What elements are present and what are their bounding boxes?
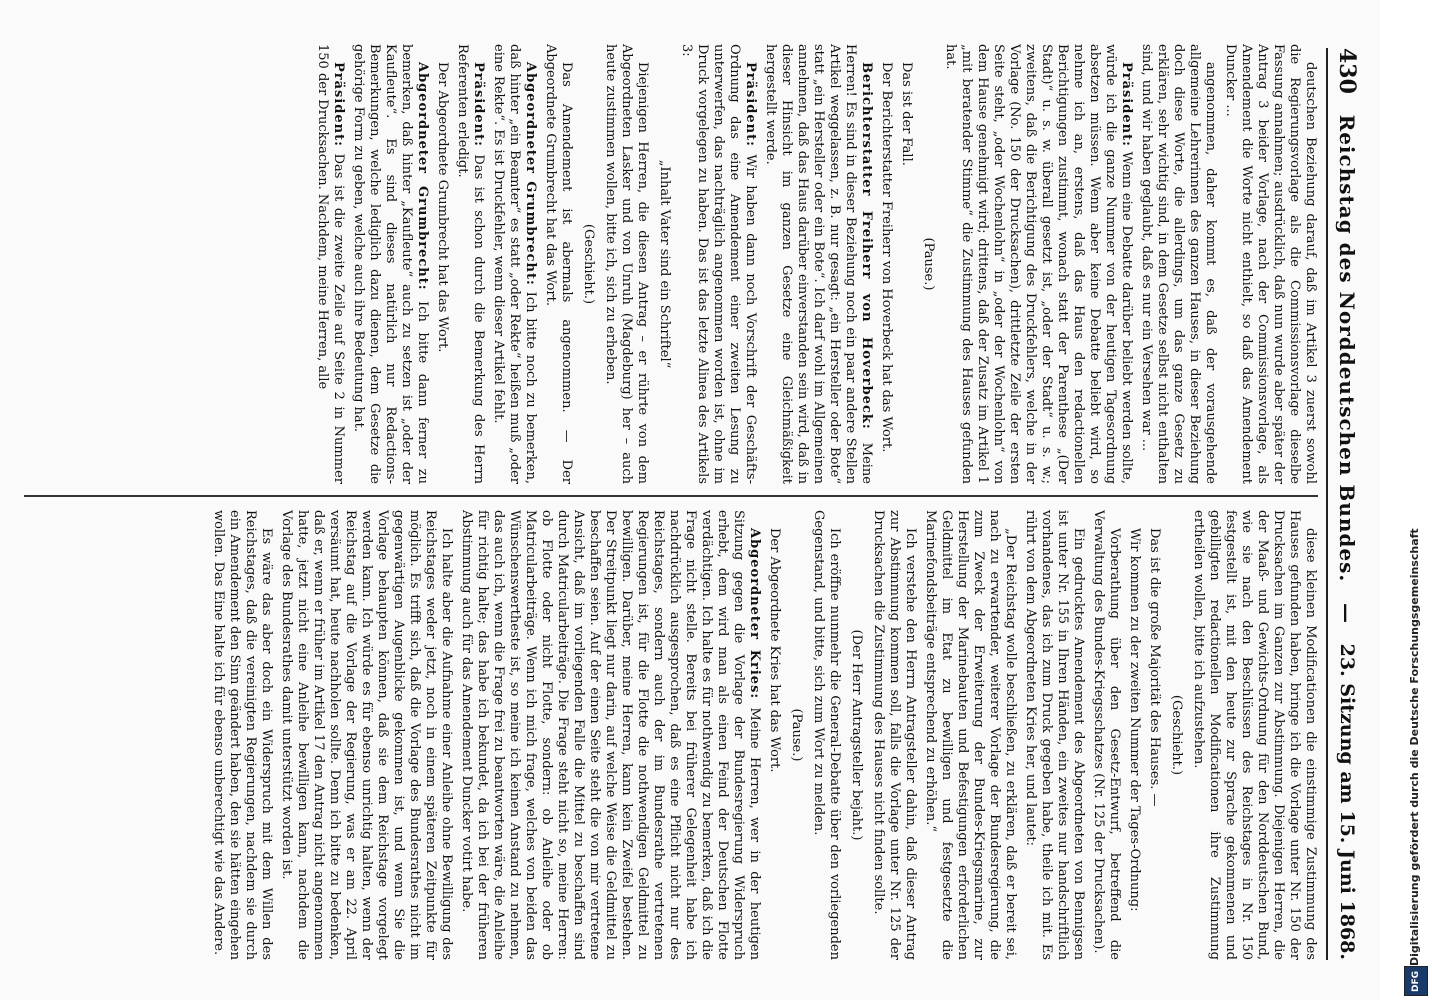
quotation: „Inhalt Vater sind ein Schriftel“	[657, 159, 672, 369]
paragraph: Das ist die große Majorität des Hauses. —	[1147, 528, 1162, 807]
paragraph	[490, 44, 538, 484]
page-number: 430	[1334, 48, 1360, 94]
paragraph: Diejenigen Herren, die diesen Antrag – er rührte von dem Abgeordneten Lasker und von Unruh (Magdeburg) her – auch heute zustimmen wollen, bitte ich, sich zu erheben.	[603, 44, 650, 484]
amendment-quote: „Der Reichstag wolle beschließen, zu erklären, daß er bereit sei, nach zu erwartender, weiterer Vorlage der Bundesregierung, die zum Zweck der Erweiterung der Bundes-Kriegsmarine, zur Herstellung der Marinebauten und Befestigungen erforderlichen Geldmittel im Etat zu bewilligen und festgesetzte die Marinefondsbeiträge entsprechend zu erhöhen.“	[923, 510, 1018, 960]
stage-direction: (Pause.)	[921, 237, 936, 291]
paragraph	[678, 44, 758, 484]
column-divider	[24, 495, 1318, 497]
speech-text: Meine Herren! Es sind in dieser Beziehung noch ein paar andere Stellen Artikel weggelassen, z. B. nur gesagt: „ein Hersteller oder Bote“ statt „ein Hersteller oder ein Bote“. Ich darf wohl im Allgemeinen annehmen, daß das Haus darüber einverstanden sein wird, daß in dieser Hinsicht im ganzen Gesetze eine Gleichmäßigkeit hergestellt werde.	[763, 44, 874, 484]
speech-text: Das ist schon durch die Bemerkung des Herrn Referenten erledigt.	[455, 44, 486, 484]
paragraph: Ein gedrucktes Amendement des Abgeordneten von Bennigsen ist unter Nr. 155 in Ihren Händen, ein zweites nur handschriftlich vorhandenes, das ich zum Druck gegeben habe, theile ich mit. Es rührt von dem Abgeordneten Kries her, und lautet:	[1023, 510, 1086, 960]
paragraph: Der Abgeordnete Kries hat das Wort.	[767, 528, 782, 773]
paragraph	[762, 44, 874, 484]
speaker-name: Präsident:	[743, 62, 758, 147]
left-column	[24, 44, 1318, 484]
speaker-name: Präsident:	[1119, 62, 1134, 147]
speech-text: Ich bitte noch zu bemerken, daß hinter „ein Beamter“ es statt „oder Rekte“ heißen muß „oder eine Rekte“. Es ist Druckfehler, wenn dieser Artikel fehlt.	[491, 44, 538, 484]
paragraph: diese kleinen Modificationen die einstimmige Zustimmung des Hauses gefunden haben, bringe ich die Vorlage unter Nr. 150 der Drucksachen im Ganzen zur Abstimmung. Diejenigen Herren, die der Maaß- und Gewichts-Ordnung für den Norddeutschen Bund, wie sie nach den Beschlüssen des Reichstages in Nr. 150 festgestellt ist, mit den heute zur Sprache gekommenen und gebilligten redactionellen Modificationen ihre Zustimmung ertheilen wollen, bitte ich aufzustehen.	[1191, 510, 1318, 960]
paragraph: Das Amendement ist abermals angenommen. — Der Abgeordnete Grumbrecht hat das Wort.	[543, 44, 574, 484]
paragraph: angenommen, daher kommt es, daß der vorausgehende allgemeine Lehrerinnen des ganzen Hauses, in dieser Beziehung doch diese Worte, die allerdings, um das ganze Gesetz zu erklären, sehr wichtig sind, in dem Gesetze selbst nicht enthalten sind, und wir haben geglaubt, daß es nur ein Versehen war ...	[1139, 44, 1218, 484]
paragraph: deutschen Beziehung darauf, daß im Artikel 3 zuerst sowohl die Regierungsvorlage als die Commissionsvorlage dieselbe Fassung annahmen; ausdrücklich, daß nun wurde aber später der Antrag 3 beider Vorlage, nach der Commissionsvorlage, als Amendement die Worte nicht enthielt, so daß das Amendement Duncker ...	[1223, 44, 1318, 484]
stage-direction: (Pause.)	[789, 708, 804, 762]
speaker-name: Berichterstatter Freiherr von Hoverbeck:	[859, 62, 874, 430]
stage-direction: (Der Herr Antragsteller bejaht.)	[849, 629, 864, 841]
speech-text: Wenn eine Debatte darüber beliebt werden sollte, würde ich die ganze Nummer von der heutigen Tagesordnung absetzen müssen. Wenn aber keine Debatte beliebt wird, so nehme ich an, erstens, daß das Haus den redactionellen Berichtigungen zustimmt, wonach statt der Parenthese „(Der Stadt)“ u. s. w. überall gesetzt ist, „oder der Stadt“ u. s. w.; zweitens, daß die Berichtigung des Druckfehlers, welche in der Vorlage (No. 150 der Drucksachen), drittletzte Zeile der ersten Seite steht, „oder Wochenlohn“ in „oder der Wochenlohn“ von dem Hause genehmigt wird; drittens, daß der Zusatz im Artikel 1 „mit beratender Stimme“ die Zustimmung des Hauses gefunden hat.	[943, 44, 1134, 484]
speech-text: Ich bitte dann ferner zu bemerken, daß hinter „Kaufleute“ auch zu setzen ist „oder der Kaufleute“. Es sind dieses natürlich nur Redactions-Bemerkungen, welche lediglich dazu dienen, dem Gesetze die gehörige Form zu geben, welche auch ihre Bedeutung hat.	[351, 44, 430, 484]
paragraph: Der Abgeordnete Grumbrecht hat das Wort.	[435, 62, 450, 353]
paragraph: Es wäre das aber doch ein Widerspruch mit dem Willen des Reichstages, daß die vereinigten Regierungen, nachdem sie durch ein Amendement den Sinn geändert haben, den sie hätten eingehen wollen. Das Eine halte ich für ebenso unberechtigt wie das Andere.	[211, 510, 274, 960]
right-column	[24, 510, 1318, 960]
session-date: 23. Sitzung am 15. Juni 1868.	[1336, 643, 1358, 960]
paragraph	[314, 44, 346, 484]
paragraph: Ich verstehe den Herrn Antragsteller dahin, daß dieser Antrag zur Abstimmung kommen soll, falls die Vorlage unter Nr. 125 der Drucksachen die Zustimmung des Hauses nicht finden sollte.	[871, 510, 918, 960]
speaker-name: Abgeordneter Kries:	[747, 528, 762, 700]
paragraph	[942, 44, 1134, 484]
paragraph: Der Berichterstatter Freiherr von Hoverbeck hat das Wort.	[879, 62, 894, 453]
page-header	[1326, 48, 1366, 960]
paragraph: Ich halte aber die Aufnahme einer Anleihe ohne Bewilligung des Reichstages weder jetzt, noch in einem späteren Zeitpunkte für möglich. Es trifft sich, daß die Vorlage des Bundesrathes nicht im gegenwärtigen Augenblicke gekommen ist, und wenn Sie die Vorlage behaupten können, daß sie dem Reichstage vorgelegt werden kann. Ich würde es für ebenso unrichtig halten, wenn der Reichstag auf die Vorlage der Regierung, was er am 22. April versäumt hat, heute nachholen sollte. Denn ich bitte zu bedenken, daß er, wenn er früher im Artikel 17 den Antrag nicht angenommen hatte, jetzt nicht eine Anleihe bewilligen kann, nachdem die Vorlage des Bundesrathes damit unterstützt worden ist.	[279, 510, 454, 960]
journal-title: Reichstag des Norddeutschen Bundes.	[1335, 114, 1359, 583]
paragraph: Ich eröffne nunmehr die General-Debatte über den vorliegenden Gegenstand, und bitte, sich zum Wort zu melden.	[811, 510, 842, 960]
speech-text: Das ist die zweite Zeile auf Seite 2 in Nummer 150 der Drucksachen. Nachdem, meine Herren, alle	[315, 44, 346, 484]
dfg-logo-icon: DFG	[1404, 966, 1428, 996]
speech-text: Wir haben dann noch Vorschrift der Geschäfts-Ordnung das eine Amendement einer zweiten Lesung zu unterwerfen, das nachträglich angenommen worden ist, ohne im Druck vorgelegen zu haben. Das ist das letzte Alinea des Artikels 3:	[679, 44, 758, 484]
stage-direction: (Geschieht.)	[1169, 694, 1184, 776]
agenda-item: Vorberathung über den Gesetz-Entwurf, betreffend die Verwaltung des Bundes-Kriegsschatzes (Nr. 125 der Drucksachen).	[1091, 510, 1122, 960]
paragraph	[454, 44, 486, 484]
speaker-name: Präsident:	[331, 62, 346, 147]
speaker-name: Abgeordneter Grumbrecht:	[523, 62, 538, 286]
stage-direction: (Geschieht.)	[581, 223, 596, 305]
paragraph: Wir kommen zu der zweiten Nummer der Tages-Ordnung:	[1127, 528, 1142, 912]
paragraph	[350, 44, 430, 484]
speech-text: Meine Herren, wer in der heutigen Sitzung gegen die Vorlage der Bundesregierung Widerspruch erhebt, dem wird man als einen Feind der Deutschen Flotte verdächtigen. Ich halte es für nothwendig zu bemerken, daß ich die Frage nicht stelle. Bereits bei früherer Gelegenheit habe ich nachdrücklich ausgesprochen, daß es eine Pflicht nicht nur des Reichstages, sondern auch der im Bundesrathe vertretenen Regierungen ist, für die Flotte die nothwendigen Geldmittel zu bewilligen. Darüber, meine Herren, kann kein Zweifel bestehen. Der Streitpunkt liegt nur darin, auf welche Weise die Geldmittel zu beschaffen seien. Auf der einen Seite steht die von mir vertretene Ansicht, daß im vorliegenden Falle die Mittel zu beschaffen sind durch Matricularbeiträge. Die Frage steht nicht so, meine Herren: ob Flotte oder nicht Flotte, sondern: ob Anleihe oder ob Matricularbeiträge. Wenn ich mich frage, welches von beiden das Wünschenswertheste ist, so meine ich keinen Anstand zu nehmen, das auch ich, wenn die Frage frei zu beantworten wäre, die Anleihe für richtig halte; das habe ich bekundet, da ich bei der früheren Abstimmung auch für das Amendement Duncker votirt habe.	[459, 510, 762, 960]
speaker-name: Präsident:	[471, 62, 486, 147]
header-separator: —	[1335, 602, 1359, 623]
digitization-credit: Digitalisierung gefördert durch die Deutsche Forschungsgemeinschaft	[1408, 528, 1421, 966]
paragraph	[458, 510, 762, 960]
speaker-name: Abgeordneter Grumbrecht:	[415, 62, 430, 291]
paragraph: Das ist der Fall.	[899, 62, 914, 166]
